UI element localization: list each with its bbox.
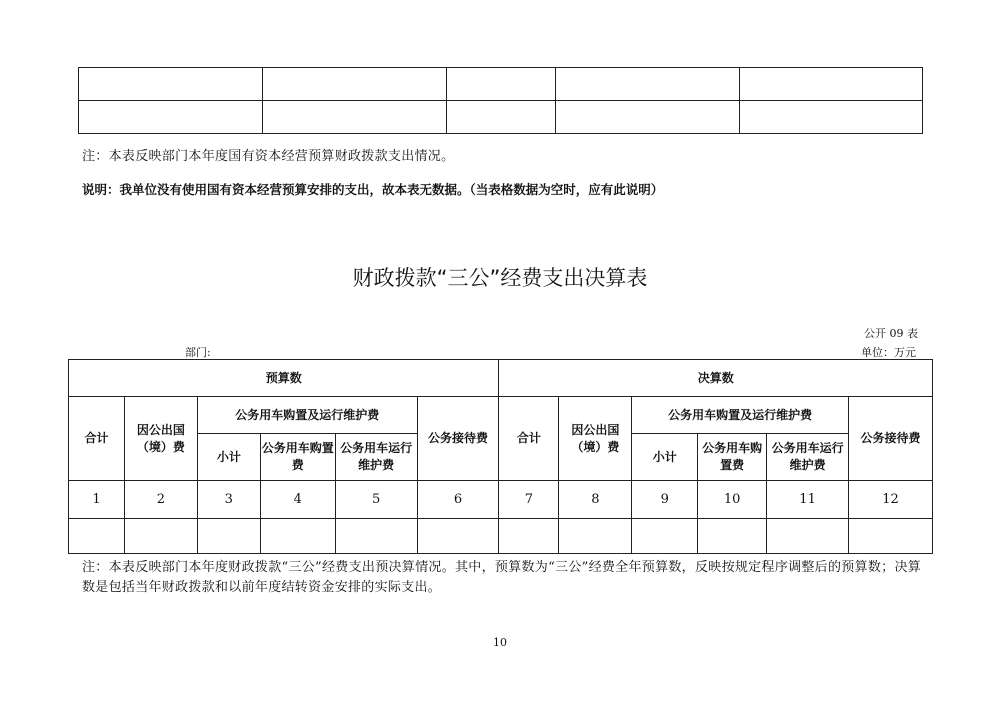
col-number: 7: [499, 481, 559, 519]
col-number: 4: [260, 481, 335, 519]
table-row: [69, 481, 933, 519]
page-title: 财政拨款“三公”经费支出决算表: [352, 266, 648, 290]
budget-vehicle-header: 公务用车购置及运行维护费: [197, 397, 417, 434]
col-number: 9: [632, 481, 698, 519]
budget-vehicle-maint-header: 公务用车运行维护费: [335, 434, 417, 481]
table-row: [79, 101, 923, 134]
final-abroad-header: 因公出国（境）费: [559, 397, 632, 481]
table-row: [69, 397, 933, 434]
col-number: 10: [698, 481, 767, 519]
budget-total-header: 合计: [69, 397, 125, 481]
budget-subtotal-header: 小计: [197, 434, 260, 481]
data-cell: [417, 519, 499, 554]
data-cell: [197, 519, 260, 554]
budget-header: 预算数: [69, 360, 499, 397]
table-row: [79, 68, 923, 101]
data-cell: [124, 519, 197, 554]
budget-vehicle-purchase-header: 公务用车购置费: [260, 434, 335, 481]
data-cell: [849, 519, 933, 554]
top-note: 注：本表反映部门本年度国有资本经营预算财政拨款支出情况。: [82, 149, 455, 164]
final-subtotal-header: 小计: [632, 434, 698, 481]
col-number: 8: [559, 481, 632, 519]
state-capital-table-remnant: [78, 67, 923, 134]
col-number: 12: [849, 481, 933, 519]
final-total-header: 合计: [499, 397, 559, 481]
final-header: 决算数: [499, 360, 933, 397]
data-cell: [698, 519, 767, 554]
three-public-expenses-table: [68, 359, 933, 554]
final-vehicle-purchase-header: 公务用车购置费: [698, 434, 767, 481]
data-cell: [767, 519, 849, 554]
col-number: 1: [69, 481, 125, 519]
col-number: 3: [197, 481, 260, 519]
final-vehicle-maint-header: 公务用车运行维护费: [767, 434, 849, 481]
table-row: [69, 519, 933, 554]
data-cell: [69, 519, 125, 554]
data-cell: [632, 519, 698, 554]
final-reception-header: 公务接待费: [849, 397, 933, 481]
bottom-note: 注：本表反映部门本年度财政拨款“三公”经费支出预决算情况。其中，预算数为“三公”经费全年预算数，反映按规定程序调整后的预算数；决算数是包括当年财政拨款和以前年度结转资金安排的实际支出。: [82, 560, 922, 595]
budget-abroad-header: 因公出国（境）费: [124, 397, 197, 481]
page-number: 10: [493, 636, 507, 649]
col-number: 2: [124, 481, 197, 519]
col-number: 6: [417, 481, 499, 519]
unit-label: 单位：万元: [861, 346, 916, 359]
data-cell: [559, 519, 632, 554]
department-label: 部门:: [185, 346, 211, 359]
data-cell: [335, 519, 417, 554]
data-cell: [499, 519, 559, 554]
col-number: 5: [335, 481, 417, 519]
data-cell: [260, 519, 335, 554]
col-number: 11: [767, 481, 849, 519]
top-explanation: 说明：我单位没有使用国有资本经营预算安排的支出，故本表无数据。（当表格数据为空时，应有此说明）: [82, 182, 664, 197]
table-code: 公开 09 表: [864, 327, 918, 340]
budget-reception-header: 公务接待费: [417, 397, 499, 481]
table-row: [69, 360, 933, 397]
final-vehicle-header: 公务用车购置及运行维护费: [632, 397, 849, 434]
